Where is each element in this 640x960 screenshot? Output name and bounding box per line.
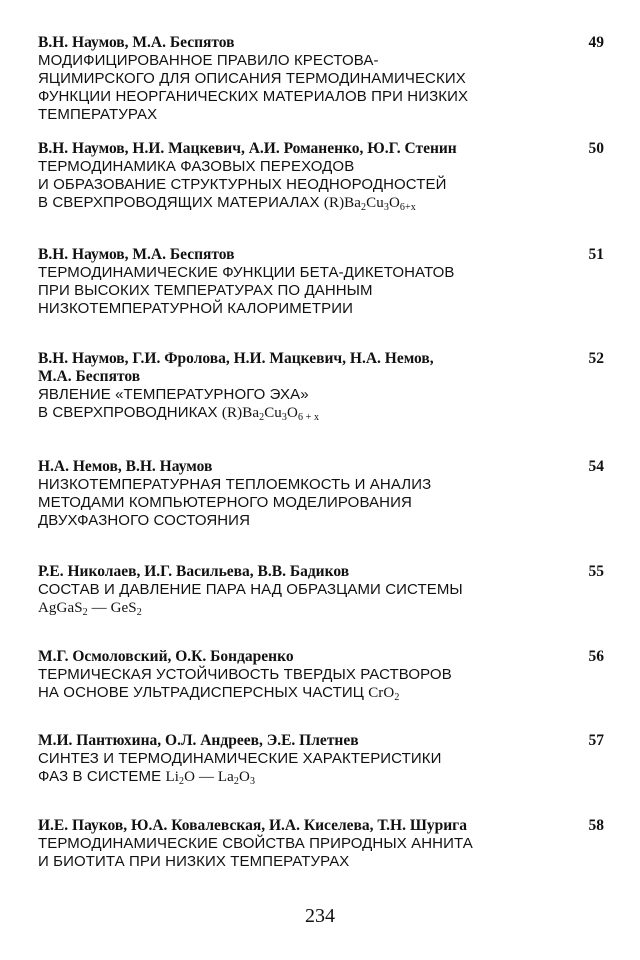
title-line: МОДИФИЦИРОВАННОЕ ПРАВИЛО КРЕСТОВА- <box>38 52 379 69</box>
formula-subscript: 2 <box>179 776 185 787</box>
entry-title <box>38 476 606 530</box>
title-line: ТЕРМОДИНАМИКА ФАЗОВЫХ ПЕРЕХОДОВ <box>38 158 355 175</box>
formula-subscript: 6+x <box>399 202 416 213</box>
entry-authors: И.Е. Пауков, Ю.А. Ковалевская, И.А. Киселева, Т.Н. Шурига <box>38 817 467 834</box>
entry-page-number: 56 <box>588 648 604 665</box>
toc-entry <box>38 563 606 617</box>
formula-part: O <box>287 405 298 421</box>
entry-authors <box>38 350 558 386</box>
formula-part: O <box>184 769 196 785</box>
formula-subscript: 6 + x <box>297 412 320 423</box>
entry-page-number: 58 <box>588 817 604 834</box>
chemical-formula <box>222 405 319 421</box>
formula-subscript: 3 <box>383 202 389 213</box>
formula-subscript: 2 <box>82 607 88 618</box>
formula-part: Cu <box>366 195 384 211</box>
title-line: НИЗКОТЕМПЕРАТУРНОЙ КАЛОРИМЕТРИИ <box>38 300 354 317</box>
authors-line: В.Н. Наумов, Г.И. Фролова, Н.И. Мацкевич, Н.А. Немов, <box>38 350 434 367</box>
title-line: И БИОТИТА ПРИ НИЗКИХ ТЕМПЕРАТУРАХ <box>38 853 350 870</box>
title-text: В СВЕРХПРОВОДНИКАХ <box>38 404 222 421</box>
entry-title <box>38 52 606 124</box>
entry-authors: М.Г. Осмоловский, О.К. Бондаренко <box>38 648 294 665</box>
entry-authors: В.Н. Наумов, Н.И. Мацкевич, А.И. Романенко, Ю.Г. Стенин <box>38 140 457 157</box>
title-line <box>38 684 606 702</box>
formula-part: AgGaS <box>38 600 83 616</box>
entry-page-number: 49 <box>588 34 604 51</box>
title-line: СИНТЕЗ И ТЕРМОДИНАМИЧЕСКИЕ ХАРАКТЕРИСТИКИ <box>38 750 442 767</box>
title-line <box>38 768 606 786</box>
entry-title <box>38 386 606 422</box>
title-line: ДВУХФАЗНОГО СОСТОЯНИЯ <box>38 512 250 529</box>
title-line: ТЕМПЕРАТУРАХ <box>38 106 158 123</box>
toc-entry <box>38 34 606 124</box>
entry-title <box>38 158 606 212</box>
title-line: И ОБРАЗОВАНИЕ СТРУКТУРНЫХ НЕОДНОРОДНОСТЕЙ <box>38 176 447 193</box>
formula-subscript: 3 <box>281 412 288 423</box>
title-line: ТЕРМОДИНАМИЧЕСКИЕ ФУНКЦИИ БЕТА-ДИКЕТОНАТОВ <box>38 264 455 281</box>
title-line: ПРИ ВЫСОКИХ ТЕМПЕРАТУРАХ ПО ДАННЫМ <box>38 282 373 299</box>
title-line: ТЕРМОДИНАМИЧЕСКИЕ СВОЙСТВА ПРИРОДНЫХ АННИТА <box>38 835 473 852</box>
entry-page-number: 51 <box>588 246 604 263</box>
toc-entry <box>38 140 606 212</box>
title-text: В СВЕРХПРОВОДЯЩИХ МАТЕРИАЛАХ <box>38 194 324 211</box>
formula-part: (R)Ba <box>323 195 362 211</box>
entry-authors: В.Н. Наумов, М.А. Беспятов <box>38 246 235 263</box>
chemical-formula <box>324 195 416 211</box>
formula-subscript: 2 <box>136 607 142 618</box>
title-line: МЕТОДАМИ КОМПЬЮТЕРНОГО МОДЕЛИРОВАНИЯ <box>38 494 412 511</box>
toc-entry <box>38 648 606 702</box>
formula-part: O <box>388 195 400 211</box>
title-line <box>38 404 606 422</box>
authors-line: М.А. Беспятов <box>38 368 141 385</box>
formula-part: Cu <box>264 405 282 421</box>
toc-entry <box>38 246 606 318</box>
formula-separator: — <box>87 600 111 616</box>
toc-entry <box>38 350 606 422</box>
formula-subscript: 2 <box>233 776 240 787</box>
entry-title <box>38 666 606 702</box>
toc-entry <box>38 732 606 786</box>
entry-authors: В.Н. Наумов, М.А. Беспятов <box>38 34 235 51</box>
title-text: ФАЗ В СИСТЕМЕ <box>38 768 166 785</box>
entry-page-number: 57 <box>588 732 604 749</box>
formula-separator: — <box>195 769 218 785</box>
title-line: ЯВЛЕНИЕ «ТЕМПЕРАТУРНОГО ЭХА» <box>38 386 309 403</box>
formula-part: O <box>239 769 250 785</box>
formula-part: GeS <box>110 600 137 616</box>
chemical-formula <box>368 685 399 701</box>
formula-part: CrO <box>368 685 395 701</box>
formula-part: Li <box>165 769 180 785</box>
formula-subscript: 3 <box>249 776 256 787</box>
title-line: СОСТАВ И ДАВЛЕНИЕ ПАРА НАД ОБРАЗЦАМИ СИСТЕМЫ <box>38 581 463 598</box>
entry-authors: Н.А. Немов, В.Н. Наумов <box>38 458 213 475</box>
entry-title <box>38 264 606 318</box>
page-folio-number: 234 <box>305 905 335 927</box>
title-line: ТЕРМИЧЕСКАЯ УСТОЙЧИВОСТЬ ТВЕРДЫХ РАСТВОРОВ <box>38 666 452 683</box>
entry-authors: Р.Е. Николаев, И.Г. Васильева, В.В. Бадиков <box>38 563 350 580</box>
formula-subscript: 2 <box>394 692 400 703</box>
chemical-formula <box>38 599 606 617</box>
formula-part: (R)Ba <box>221 405 260 421</box>
formula-part: La <box>217 769 234 785</box>
entry-title <box>38 581 606 617</box>
toc-entry <box>38 458 606 530</box>
chemical-formula <box>166 769 256 785</box>
entry-page-number: 52 <box>588 350 604 367</box>
title-text: НА ОСНОВЕ УЛЬТРАДИСПЕРСНЫХ ЧАСТИЦ <box>38 684 369 701</box>
title-line: ЯЦИМИРСКОГО ДЛЯ ОПИСАНИЯ ТЕРМОДИНАМИЧЕСКИХ <box>38 70 466 87</box>
entry-page-number: 54 <box>588 458 604 475</box>
entry-title <box>38 750 606 786</box>
formula-subscript: 2 <box>259 412 265 423</box>
entry-title <box>38 835 606 871</box>
toc-entry <box>38 817 606 871</box>
entry-authors: М.И. Пантюхина, О.Л. Андреев, Э.Е. Плетнев <box>38 732 359 749</box>
entry-page-number: 55 <box>588 563 604 580</box>
title-line: ФУНКЦИИ НЕОРГАНИЧЕСКИХ МАТЕРИАЛОВ ПРИ НИЗКИХ <box>38 88 469 105</box>
title-line <box>38 194 606 212</box>
entry-page-number: 50 <box>588 140 604 157</box>
title-line: НИЗКОТЕМПЕРАТУРНАЯ ТЕПЛОЕМКОСТЬ И АНАЛИЗ <box>38 476 432 493</box>
formula-subscript: 2 <box>361 202 367 213</box>
